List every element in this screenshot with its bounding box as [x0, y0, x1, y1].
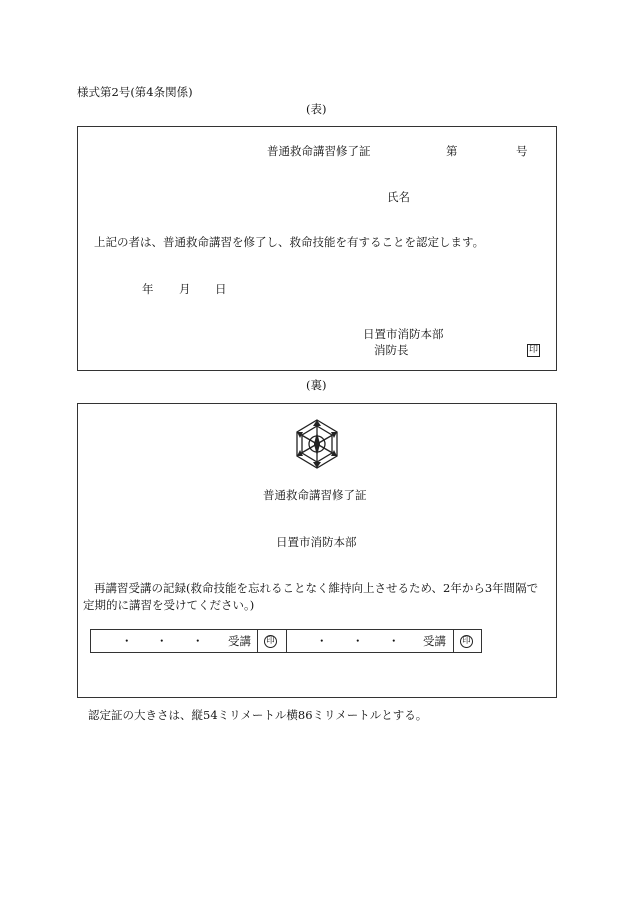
issuer-org: 日置市消防本部	[363, 327, 444, 341]
date-dot: ・	[156, 634, 168, 648]
date-dot: ・	[192, 634, 204, 648]
certification-statement: 上記の者は、普通救命講習を修了し、救命技能を有することを認定します。	[94, 235, 485, 249]
front-card	[77, 126, 557, 371]
date-dot: ・	[121, 634, 133, 648]
cell-divider	[453, 630, 454, 652]
emblem-icon	[292, 418, 342, 470]
front-label: (表)	[306, 102, 327, 116]
date-dot: ・	[316, 634, 328, 648]
record-note-line1: 再講習受講の記録(救命技能を忘れることなく維持向上させるため、2年から3年間隔で	[94, 581, 539, 595]
seal-stamp: 印	[528, 345, 538, 355]
certificate-number-suffix: 号	[516, 144, 528, 158]
back-card	[77, 403, 557, 698]
date-dot: ・	[388, 634, 400, 648]
attend-label: 受講	[228, 634, 251, 648]
back-org: 日置市消防本部	[276, 535, 357, 549]
date-year: 年	[142, 282, 154, 296]
certificate-number-prefix: 第	[446, 144, 458, 158]
back-title: 普通救命講習修了証	[263, 488, 367, 502]
retraining-record-table	[90, 629, 482, 653]
footer-note: 認定証の大きさは、縦54ミリメートル横86ミリメートルとする。	[88, 708, 428, 722]
record-note-line2: 定期的に講習を受けてください。)	[83, 598, 255, 612]
cell-divider	[257, 630, 258, 652]
issuer-title: 消防長	[374, 343, 409, 357]
date-day: 日	[215, 282, 227, 296]
attend-label: 受講	[423, 634, 446, 648]
seal-circle-icon: 印	[264, 635, 277, 648]
date-dot: ・	[352, 634, 364, 648]
cell-divider	[286, 630, 287, 652]
name-label: 氏名	[387, 190, 410, 204]
front-title: 普通救命講習修了証	[267, 144, 371, 158]
back-label: (裏)	[306, 378, 327, 392]
form-label: 様式第2号(第4条関係)	[77, 85, 193, 99]
seal-circle-icon: 印	[460, 635, 473, 648]
date-month: 月	[179, 282, 191, 296]
